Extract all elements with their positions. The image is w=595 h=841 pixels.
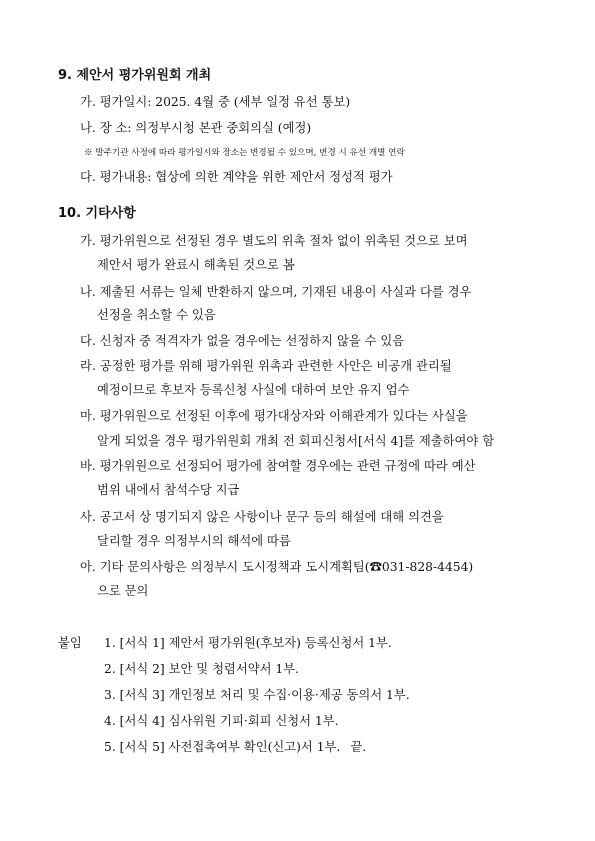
attachment-item-last xyxy=(104,738,366,756)
section-10-line: 제안서 평가 완료시 해촉된 것으로 봄 xyxy=(97,258,295,272)
section-10-line: 사. 공고서 상 명기되지 않은 사항이나 문구 등의 해설에 대해 의견을 xyxy=(80,510,444,524)
section-10-line: 다. 신청자 중 적격자가 없을 경우에는 선정하지 않을 수 있음 xyxy=(80,334,405,348)
attachment-item: 5. [서식 5] 사전접촉여부 확인(신고)서 1부. xyxy=(104,740,341,754)
section-10-line: 으로 문의 xyxy=(97,584,149,598)
attachment-item: 4. [서식 4] 심사위원 기피·회피 신청서 1부. xyxy=(104,714,339,728)
section-9-item-na: 나. 장 소: 의정부시청 본관 중회의실 (예정) xyxy=(80,121,312,135)
end-mark: 끝. xyxy=(350,740,367,754)
section-10-line: 아. 기타 문의사항은 의정부시 도시정책과 도시계획팀(☎031-828-4454) xyxy=(80,560,474,574)
section-10-line: 선정을 취소할 수 있음 xyxy=(97,308,216,322)
section-9-note: ※ 발주기관 사정에 따라 평가일시와 장소는 변경될 수 있으며, 변경 시 유선 개별 연락 xyxy=(84,148,405,158)
section-10-line: 범위 내에서 참석수당 지급 xyxy=(97,483,240,497)
section-10-line: 라. 공정한 평가를 위해 평가위원 위촉과 관련한 사안은 비공개 관리될 xyxy=(80,359,452,373)
section-9-title: 9. 제안서 평가위원회 개최 xyxy=(58,68,212,83)
attachment-item: 2. [서식 2] 보안 및 청렴서약서 1부. xyxy=(104,662,300,676)
section-9-item-da: 다. 평가내용: 협상에 의한 계약을 위한 제안서 정성적 평가 xyxy=(80,170,393,184)
section-10-title: 10. 기타사항 xyxy=(58,206,136,221)
section-10-line: 마. 평가위원으로 선정된 이후에 평가대상자와 이해관계가 있다는 사실을 xyxy=(80,409,468,423)
section-10-line: 바. 평가위원으로 선정되어 평가에 참여할 경우에는 관련 규정에 따라 예산 xyxy=(80,459,476,473)
section-10-line: 가. 평가위원으로 선정된 경우 별도의 위촉 절차 없이 위촉된 것으로 보며 xyxy=(80,234,468,248)
attachments-label: 붙임 xyxy=(58,636,82,650)
section-10-line: 달리할 경우 의정부시의 해석에 따름 xyxy=(97,534,291,548)
section-10-line: 알게 되었을 경우 평가위원회 개최 전 회피신청서[서식 4]를 제출하여야 함 xyxy=(97,434,495,448)
attachment-item: 3. [서식 3] 개인정보 처리 및 수집·이용·제공 동의서 1부. xyxy=(104,688,410,702)
attachment-item: 1. [서식 1] 제안서 평가위원(후보자) 등록신청서 1부. xyxy=(104,636,392,650)
section-10-line: 나. 제출된 서류는 일체 반환하지 않으며, 기재된 내용이 사실과 다를 경우 xyxy=(80,285,472,299)
section-9-item-ga: 가. 평가일시: 2025. 4월 중 (세부 일정 유선 통보) xyxy=(80,95,351,109)
section-10-line: 예정이므로 후보자 등록신청 사실에 대하여 보안 유지 엄수 xyxy=(97,383,410,397)
